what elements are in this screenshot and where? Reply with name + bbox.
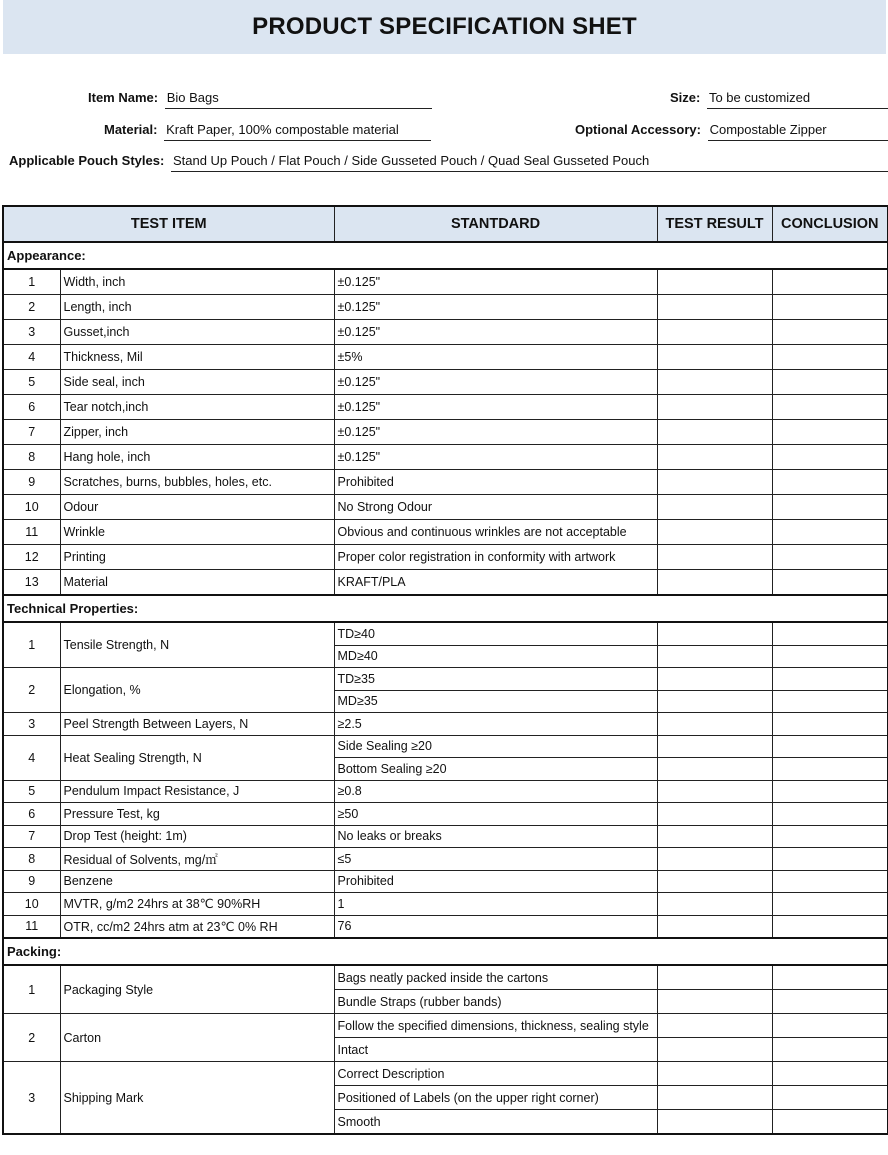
standard: Prohibited: [334, 870, 657, 893]
standard: ±0.125": [334, 320, 657, 345]
row-number: 7: [3, 825, 60, 848]
col-header-standard: STANTDARD: [334, 206, 657, 242]
test-result: [657, 990, 772, 1014]
table-row: [3, 295, 888, 320]
table-row: [3, 345, 888, 370]
table-row: [3, 1062, 888, 1086]
row-number: 9: [3, 470, 60, 495]
conclusion: [772, 690, 888, 713]
row-number: 3: [3, 1062, 60, 1135]
row-number: 2: [3, 1014, 60, 1062]
conclusion: [772, 470, 888, 495]
page-title: PRODUCT SPECIFICATION SHET: [252, 13, 637, 40]
standard: TD≥40: [334, 622, 657, 645]
conclusion: [772, 893, 888, 916]
test-result: [657, 495, 772, 520]
row-number: 11: [3, 520, 60, 545]
table-row: [3, 825, 888, 848]
test-item: Width, inch: [60, 269, 334, 295]
row-number: 1: [3, 269, 60, 295]
test-result: [657, 1062, 772, 1086]
conclusion: [772, 825, 888, 848]
conclusion: [772, 735, 888, 758]
test-item: Tensile Strength, N: [60, 622, 334, 668]
section-title: Packing:: [3, 938, 888, 965]
conclusion: [772, 570, 888, 596]
conclusion: [772, 345, 888, 370]
test-item: OTR, cc/m2 24hrs atm at 23℃ 0% RH: [60, 915, 334, 938]
test-result: [657, 915, 772, 938]
test-result: [657, 370, 772, 395]
conclusion: [772, 1110, 888, 1135]
test-result: [657, 713, 772, 736]
test-item: Odour: [60, 495, 334, 520]
standard: ±0.125": [334, 370, 657, 395]
test-result: [657, 320, 772, 345]
conclusion: [772, 495, 888, 520]
row-number: 3: [3, 320, 60, 345]
conclusion: [772, 420, 888, 445]
conclusion: [772, 990, 888, 1014]
test-result: [657, 545, 772, 570]
test-result: [657, 470, 772, 495]
standard: Bottom Sealing ≥20: [334, 758, 657, 781]
conclusion: [772, 848, 888, 871]
row-number: 12: [3, 545, 60, 570]
table-row: [3, 870, 888, 893]
col-header-test-item: TEST ITEM: [3, 206, 334, 242]
standard: TD≥35: [334, 668, 657, 691]
test-result: [657, 570, 772, 596]
test-result: [657, 758, 772, 781]
section-title: Appearance:: [3, 242, 888, 269]
conclusion: [772, 395, 888, 420]
standard: 76: [334, 915, 657, 938]
row-number: 10: [3, 893, 60, 916]
row-number: 2: [3, 668, 60, 713]
test-item: Pressure Test, kg: [60, 803, 334, 826]
conclusion: [772, 645, 888, 668]
standard: Obvious and continuous wrinkles are not acceptable: [334, 520, 657, 545]
test-result: [657, 735, 772, 758]
size-value: To be customized: [707, 90, 888, 109]
section-title: Technical Properties:: [3, 595, 888, 622]
table-row: [3, 965, 888, 990]
test-result: [657, 645, 772, 668]
test-item: Elongation, %: [60, 668, 334, 713]
test-item: Shipping Mark: [60, 1062, 334, 1135]
conclusion: [772, 445, 888, 470]
test-result: [657, 870, 772, 893]
standard: MD≥35: [334, 690, 657, 713]
standard: ±0.125": [334, 395, 657, 420]
standard: ±0.125": [334, 445, 657, 470]
table-row: [3, 395, 888, 420]
table-row: [3, 420, 888, 445]
standard: Side Sealing ≥20: [334, 735, 657, 758]
test-result: [657, 1110, 772, 1135]
test-item: Tear notch,inch: [60, 395, 334, 420]
section-row-appearance: [3, 242, 888, 269]
conclusion: [772, 1038, 888, 1062]
row-number: 3: [3, 713, 60, 736]
test-result: [657, 893, 772, 916]
standard: Proper color registration in conformity with artwork: [334, 545, 657, 570]
table-row: [3, 445, 888, 470]
conclusion: [772, 370, 888, 395]
row-number: 4: [3, 735, 60, 780]
accessory-field: [575, 122, 888, 141]
col-header-conclusion: CONCLUSION: [772, 206, 888, 242]
table-row: [3, 570, 888, 596]
standard: Prohibited: [334, 470, 657, 495]
row-number: 10: [3, 495, 60, 520]
row-number: 1: [3, 622, 60, 668]
test-result: [657, 622, 772, 645]
standard: Smooth: [334, 1110, 657, 1135]
test-result: [657, 345, 772, 370]
test-item: Benzene: [60, 870, 334, 893]
row-number: 5: [3, 370, 60, 395]
standard: Bags neatly packed inside the cartons: [334, 965, 657, 990]
size-field: [670, 90, 888, 109]
test-item: Residual of Solvents, mg/㎡: [60, 848, 334, 871]
test-item: Wrinkle: [60, 520, 334, 545]
test-item: Zipper, inch: [60, 420, 334, 445]
test-result: [657, 690, 772, 713]
standard: Intact: [334, 1038, 657, 1062]
conclusion: [772, 803, 888, 826]
test-item: Gusset,inch: [60, 320, 334, 345]
test-item: Drop Test (height: 1m): [60, 825, 334, 848]
conclusion: [772, 668, 888, 691]
conclusion: [772, 520, 888, 545]
test-result: [657, 269, 772, 295]
accessory-label: Optional Accessory:: [575, 122, 701, 137]
test-result: [657, 848, 772, 871]
test-item: Hang hole, inch: [60, 445, 334, 470]
row-number: 4: [3, 345, 60, 370]
standard: ≥2.5: [334, 713, 657, 736]
standard: ±0.125": [334, 420, 657, 445]
material-field: [104, 122, 431, 141]
table-row: [3, 545, 888, 570]
table-row: [3, 495, 888, 520]
standard: MD≥40: [334, 645, 657, 668]
table-row: [3, 269, 888, 295]
table-row: [3, 713, 888, 736]
standard: No Strong Odour: [334, 495, 657, 520]
conclusion: [772, 622, 888, 645]
standard: 1: [334, 893, 657, 916]
table-row: [3, 668, 888, 691]
section-row-technical: [3, 595, 888, 622]
table-row: [3, 803, 888, 826]
standard: Follow the specified dimensions, thickness, sealing style: [334, 1014, 657, 1038]
table-row: [3, 915, 888, 938]
standard: ±5%: [334, 345, 657, 370]
standard: ≤5: [334, 848, 657, 871]
row-number: 2: [3, 295, 60, 320]
test-result: [657, 1086, 772, 1110]
table-row: [3, 735, 888, 758]
table-row: [3, 1014, 888, 1038]
standard: ≥0.8: [334, 780, 657, 803]
test-item: Length, inch: [60, 295, 334, 320]
test-result: [657, 1038, 772, 1062]
conclusion: [772, 780, 888, 803]
table-row: [3, 370, 888, 395]
conclusion: [772, 758, 888, 781]
test-item: Material: [60, 570, 334, 596]
conclusion: [772, 1014, 888, 1038]
test-result: [657, 668, 772, 691]
table-row: [3, 893, 888, 916]
test-item: Thickness, Mil: [60, 345, 334, 370]
standard: KRAFT/PLA: [334, 570, 657, 596]
test-result: [657, 445, 772, 470]
row-number: 6: [3, 395, 60, 420]
standard: Positioned of Labels (on the upper right corner): [334, 1086, 657, 1110]
conclusion: [772, 713, 888, 736]
test-result: [657, 520, 772, 545]
item-name-value: Bio Bags: [165, 90, 432, 109]
test-item: Heat Sealing Strength, N: [60, 735, 334, 780]
test-result: [657, 420, 772, 445]
test-item: MVTR, g/m2 24hrs at 38℃ 90%RH: [60, 893, 334, 916]
table-row: [3, 848, 888, 871]
row-number: 7: [3, 420, 60, 445]
test-result: [657, 1014, 772, 1038]
table-row: [3, 470, 888, 495]
conclusion: [772, 1086, 888, 1110]
test-item: Scratches, burns, bubbles, holes, etc.: [60, 470, 334, 495]
table-row: [3, 780, 888, 803]
conclusion: [772, 269, 888, 295]
standard: ±0.125": [334, 295, 657, 320]
row-number: 13: [3, 570, 60, 596]
conclusion: [772, 295, 888, 320]
col-header-test-result: TEST RESULT: [657, 206, 772, 242]
table-row: [3, 622, 888, 645]
conclusion: [772, 870, 888, 893]
pouch-styles-field: [9, 153, 888, 172]
spec-table: [2, 205, 888, 1135]
test-item: Pendulum Impact Resistance, J: [60, 780, 334, 803]
conclusion: [772, 965, 888, 990]
conclusion: [772, 320, 888, 345]
standard: Correct Description: [334, 1062, 657, 1086]
size-label: Size:: [670, 90, 701, 105]
material-label: Material:: [104, 122, 158, 137]
test-item: Packaging Style: [60, 965, 334, 1014]
title-bar: [3, 0, 886, 54]
test-result: [657, 295, 772, 320]
item-name-field: [88, 90, 432, 109]
test-result: [657, 965, 772, 990]
standard: ±0.125": [334, 269, 657, 295]
material-value: Kraft Paper, 100% compostable material: [164, 122, 431, 141]
test-item: Carton: [60, 1014, 334, 1062]
test-result: [657, 803, 772, 826]
standard: Bundle Straps (rubber bands): [334, 990, 657, 1014]
item-name-label: Item Name:: [88, 90, 159, 105]
row-number: 6: [3, 803, 60, 826]
test-item: Printing: [60, 545, 334, 570]
pouch-styles-value: Stand Up Pouch / Flat Pouch / Side Gusseted Pouch / Quad Seal Gusseted Pouch: [171, 153, 888, 172]
conclusion: [772, 1062, 888, 1086]
row-number: 11: [3, 915, 60, 938]
row-number: 9: [3, 870, 60, 893]
row-number: 5: [3, 780, 60, 803]
conclusion: [772, 545, 888, 570]
test-item: Side seal, inch: [60, 370, 334, 395]
test-item: Peel Strength Between Layers, N: [60, 713, 334, 736]
standard: ≥50: [334, 803, 657, 826]
table-row: [3, 320, 888, 345]
section-row-packing: [3, 938, 888, 965]
table-header-row: [3, 206, 888, 242]
row-number: 8: [3, 445, 60, 470]
test-result: [657, 780, 772, 803]
row-number: 8: [3, 848, 60, 871]
standard: No leaks or breaks: [334, 825, 657, 848]
test-result: [657, 395, 772, 420]
test-result: [657, 825, 772, 848]
accessory-value: Compostable Zipper: [708, 122, 888, 141]
pouch-styles-label: Applicable Pouch Styles:: [9, 153, 165, 168]
table-row: [3, 520, 888, 545]
row-number: 1: [3, 965, 60, 1014]
conclusion: [772, 915, 888, 938]
